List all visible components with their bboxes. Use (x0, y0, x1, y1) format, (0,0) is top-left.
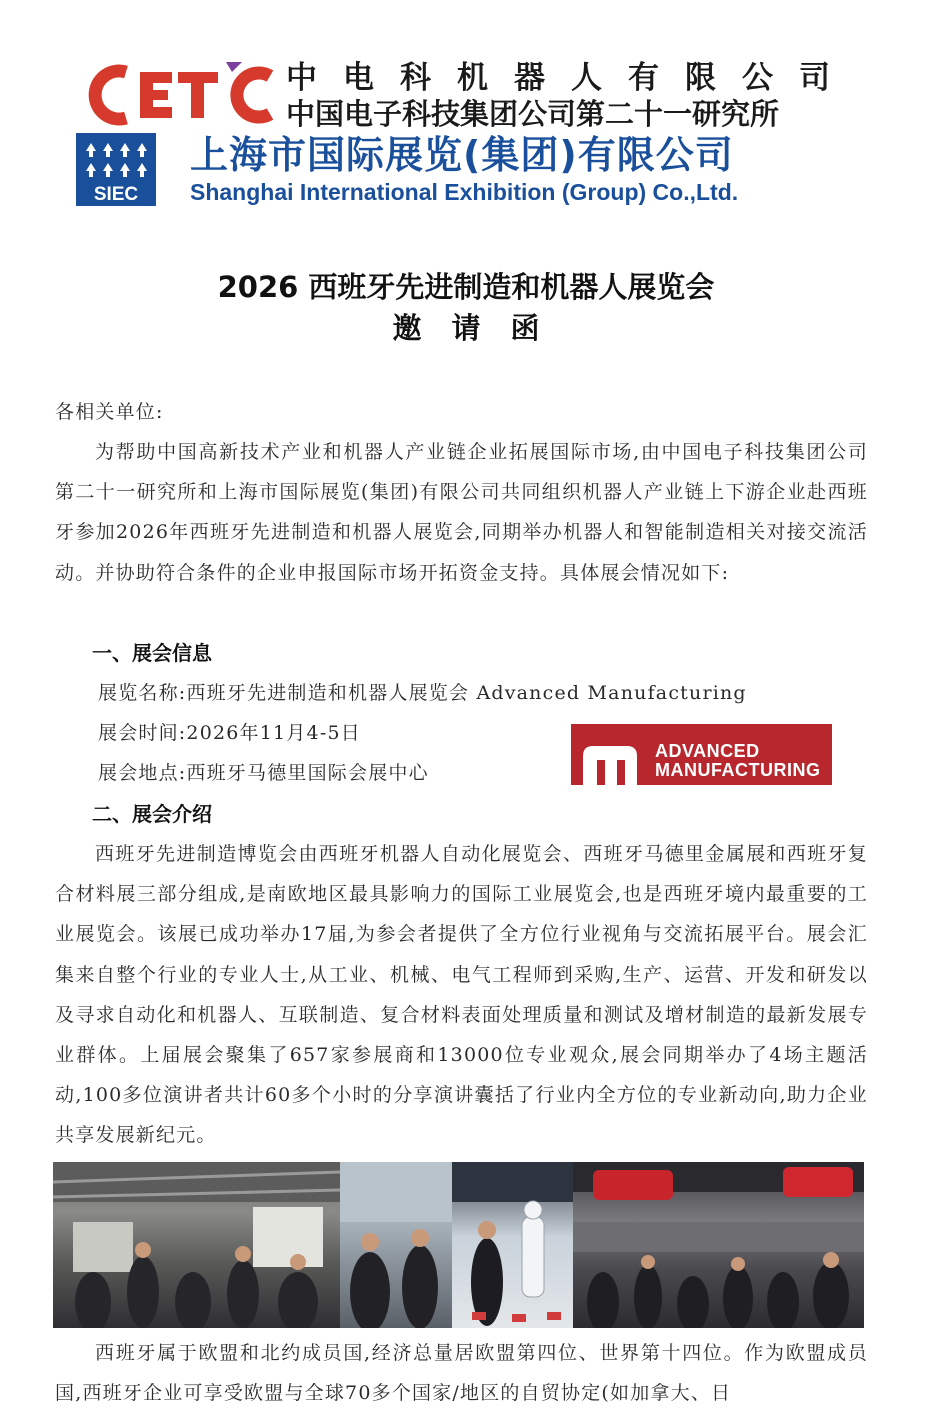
cetc-logo (86, 60, 282, 130)
intro-paragraph: 为帮助中国高新技术产业和机器人产业链企业拓展国际市场,由中国电子科技集团公司第二十一研究所和上海市国际展览(集团)有限公司共同组织机器人产业链上下游企业赴西班牙参加2026年西班牙先进制造和机器人展览会,同期举办机器人和智能制造相关对接交流活动。并协助符合条件的企业申报国际市场开拓资金支持。具体展会情况如下: (55, 441, 868, 584)
exhibition-photo-strip (53, 1162, 864, 1328)
greeting: 各相关单位: (55, 401, 164, 423)
booth-demo-photo (340, 1162, 452, 1328)
company-name-cetc-robot: 中电科机器人有限公司 (286, 60, 856, 96)
letterhead (0, 0, 932, 220)
am-logo-line2: MANUFACTURING (655, 760, 821, 780)
am-m-mark-icon (579, 744, 641, 785)
siec-logo (76, 133, 156, 206)
document-title: 2026 西班牙先进制造和机器人展览会 (217, 270, 715, 304)
spain-economy-paragraph: 西班牙属于欧盟和北约成员国,经济总量居欧盟第四位、世界第十四位。作为欧盟成员国,西班牙企业可享受欧盟与全球70多个国家/地区的自贸协定(如加拿大、日 (55, 1342, 868, 1405)
humanoid-robot-photo (452, 1162, 573, 1328)
am-logo-line1: ADVANCED (655, 741, 760, 761)
advanced-manufacturing-logo (571, 724, 832, 785)
exhibition-location: 展会地点:西班牙马德里国际会展中心 (98, 762, 429, 784)
document-subtitle: 邀请函 (392, 311, 570, 345)
section-heading-exhibition-intro: 二、展会介绍 (92, 802, 212, 826)
exhibition-time: 展会时间:2026年11月4-5日 (98, 722, 361, 744)
company-name-siec-en: Shanghai International Exhibition (Group) Co.,Ltd. (190, 179, 739, 205)
section-heading-exhibition-info: 一、展会信息 (92, 641, 212, 665)
company-name-cetc-institute: 中国电子科技集团公司第二十一研究所 (286, 97, 780, 131)
exhibition-hall-photo (53, 1162, 340, 1328)
crowded-aisle-photo (573, 1162, 864, 1328)
exhibition-name: 展览名称:西班牙先进制造和机器人展览会 Advanced Manufacturing (98, 682, 747, 704)
exhibition-intro-paragraph: 西班牙先进制造博览会由西班牙机器人自动化展览会、西班牙马德里金属展和西班牙复合材料展三部分组成,是南欧地区最具影响力的国际工业展览会,也是西班牙境内最重要的工业展览会。该展已成功举办17届,为参会者提供了全方位行业视角与交流拓展平台。展会汇集来自整个行业的专业人士,从工业、机械、电气工程师到采购,生产、运营、开发和研发以及寻求自动化和机器人、互联制造、复合材料表面处理质量和测试及增材制造的最新发展专业群体。上届展会聚集了657家参展商和13000位专业观众,展会同期举办了4场主题活动,100多位演讲者共计60多个小时的分享演讲囊括了行业内全方位的专业新动向,助力企业共享发展新纪元。 (55, 843, 868, 1147)
svg-text:SIEC: SIEC (93, 184, 139, 205)
company-name-siec-cn: 上海市国际展览(集团)有限公司 (190, 133, 734, 177)
